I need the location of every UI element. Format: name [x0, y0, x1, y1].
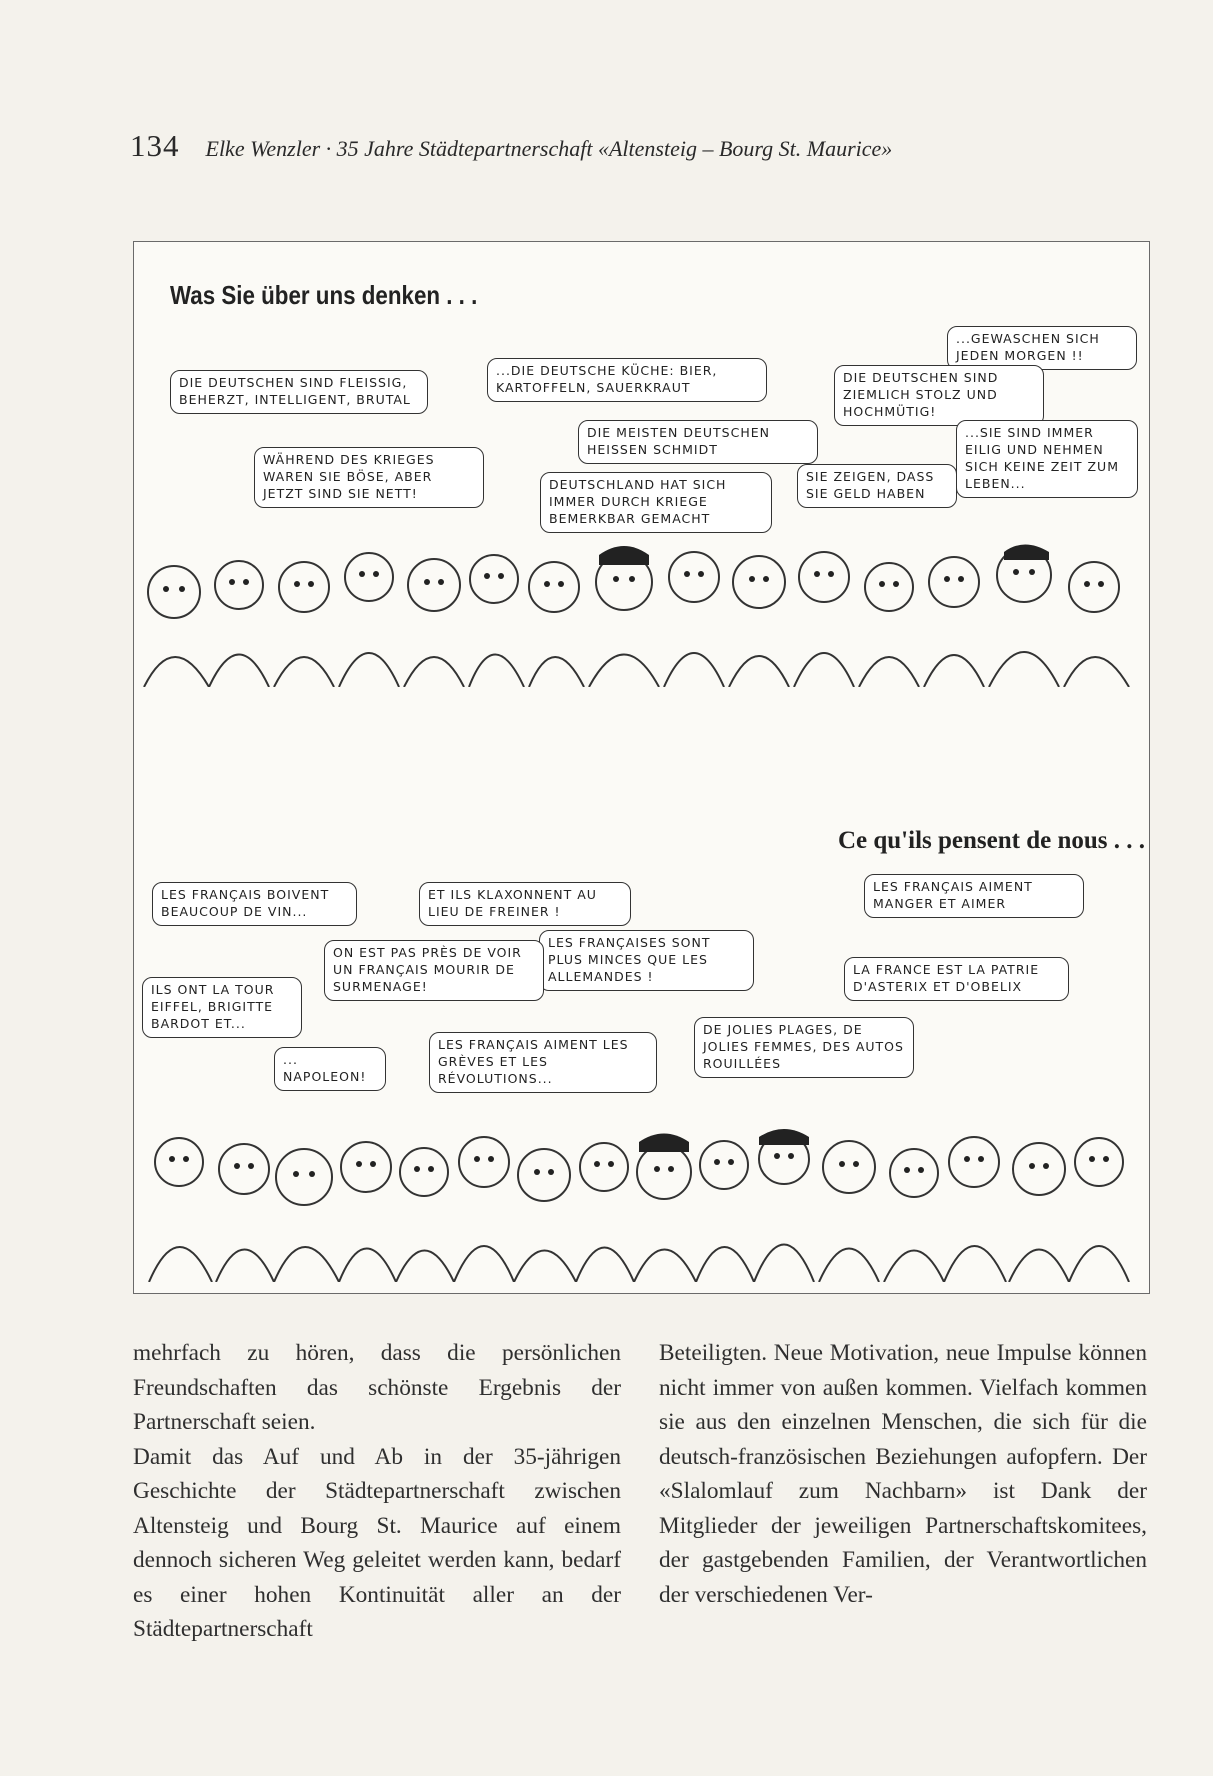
- cartoon-heading-de: Was Sie über uns denken . . .: [170, 280, 478, 310]
- speech-bubble: ON EST PAS PRÈS DE VOIR UN FRANÇAIS MOURIR DE SURMENAGE!: [324, 940, 544, 1001]
- speech-bubble: ... NAPOLEON!: [274, 1047, 386, 1091]
- speech-bubble: DIE DEUTSCHEN SIND FLEISSIG, BEHERZT, INTELLIGENT, BRUTAL: [170, 370, 428, 414]
- speech-bubble: LES FRANÇAIS AIMENT MANGER ET AIMER: [864, 874, 1084, 918]
- cartoon-figure: [133, 241, 1150, 1294]
- speech-bubble: ILS ONT LA TOUR EIFFEL, BRIGITTE BARDOT ET...: [142, 977, 302, 1038]
- page-number: 134: [130, 128, 180, 163]
- running-header: [130, 128, 892, 164]
- speech-bubble: DE JOLIES PLAGES, DE JOLIES FEMMES, DES AUTOS ROUILLÉES: [694, 1017, 914, 1078]
- body-text-columns: [133, 1336, 1148, 1647]
- speech-bubble: DIE DEUTSCHEN SIND ZIEMLICH STOLZ UND HOCHMÜTIG!: [834, 365, 1044, 426]
- cartoon-heading-fr: Ce qu'ils pensent de nous . . .: [837, 827, 1145, 854]
- speech-bubble: ET ILS KLAXONNENT AU LIEU DE FREINER !: [419, 882, 631, 926]
- left-column: [133, 1336, 621, 1647]
- speech-bubble: ...GEWASCHEN SICH JEDEN MORGEN !!: [947, 326, 1137, 370]
- speech-bubble: DEUTSCHLAND HAT SICH IMMER DURCH KRIEGE BEMERKBAR GEMACHT: [540, 472, 772, 533]
- speech-bubble: LES FRANÇAIS AIMENT LES GRÈVES ET LES RÉVOLUTIONS...: [429, 1032, 657, 1093]
- crowd-illustration-top: [134, 527, 1149, 687]
- right-column: [659, 1336, 1147, 1647]
- speech-bubble: DIE MEISTEN DEUTSCHEN HEISSEN SCHMIDT: [578, 420, 818, 464]
- running-title: Elke Wenzler · 35 Jahre Städtepartnerschaft «Altensteig – Bourg St. Maurice»: [205, 136, 893, 161]
- speech-bubble: LES FRANÇAIS BOIVENT BEAUCOUP DE VIN...: [152, 882, 357, 926]
- speech-bubble: ...DIE DEUTSCHE KÜCHE: BIER, KARTOFFELN, SAUERKRAUT: [487, 358, 767, 402]
- speech-bubble: LA FRANCE EST LA PATRIE D'ASTERIX ET D'OBELIX: [844, 957, 1069, 1001]
- right-column-text: Beteiligten. Neue Motivation, neue Impulse können nicht immer von außen kommen. Vielfach kommen sie aus den einzelnen Menschen, die sich für die deutsch-französischen Beziehungen aufopfern. Der «Slalomlauf zum Nachbarn» ist Dank der Mitglieder der jeweiligen Partnerschaftskomitees, der gastgebenden Familien, der Verantwortlichen der verschiedenen Ver-: [659, 1340, 1147, 1608]
- speech-bubble: WÄHREND DES KRIEGES WAREN SIE BÖSE, ABER JETZT SIND SIE NETT!: [254, 447, 484, 508]
- speech-bubble: ...SIE SIND IMMER EILIG UND NEHMEN SICH KEINE ZEIT ZUM LEBEN...: [956, 420, 1138, 498]
- left-column-text: mehrfach zu hören, dass die persönlichen Freundschaften das schönste Ergebnis der Partnerschaft seien. Damit das Auf und Ab in der 35-jährigen Geschichte der Städtepartnerschaft zwischen Altensteig und Bourg St. Maurice auf einem dennoch sicheren Weg geleitet werden kann, bedarf es einer hohen Kontinuität aller an der Städtepartnerschaft: [133, 1340, 621, 1642]
- speech-bubble: LES FRANÇAISES SONT PLUS MINCES QUE LES ALLEMANDES !: [539, 930, 754, 991]
- speech-bubble: SIE ZEIGEN, DASS SIE GELD HABEN: [797, 464, 957, 508]
- crowd-illustration-bottom: [134, 1107, 1149, 1282]
